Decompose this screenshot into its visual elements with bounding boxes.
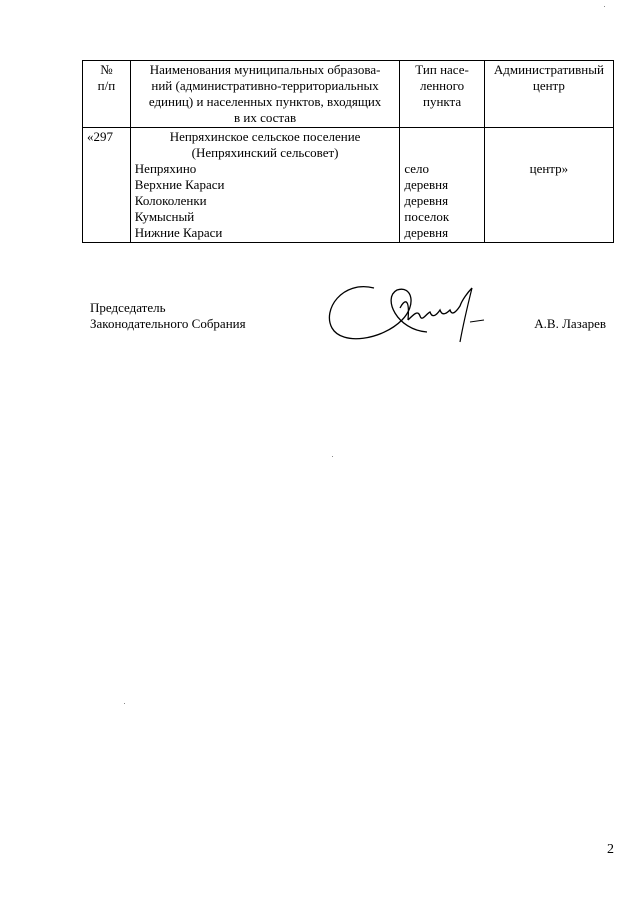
header-center-line: Административный (493, 62, 604, 77)
header-type-line: пункта (422, 94, 462, 109)
header-number-line: № (100, 62, 113, 77)
signatory-title-line: Председатель (90, 300, 166, 315)
place-type: деревня (404, 177, 449, 192)
signatory-title (90, 300, 246, 332)
table-header-row (83, 61, 614, 128)
scan-speck (332, 456, 333, 457)
header-name-line: ний (административно-территориальных (151, 78, 379, 93)
page-number: 2 (607, 842, 614, 857)
row-center-cell (484, 128, 613, 243)
header-number (83, 61, 131, 128)
header-name (130, 61, 400, 128)
signatory-title-line: Законодательного Собрания (90, 316, 246, 331)
row-name-cell (130, 128, 400, 243)
place-name: Нижние Караси (134, 225, 223, 240)
header-type (400, 61, 484, 128)
place-name: Колоколенки (134, 193, 207, 208)
place-type: деревня (404, 193, 449, 208)
place-type: деревня (404, 225, 449, 240)
header-name-line: Наименования муниципальных образова- (149, 62, 381, 77)
place-type: поселок (404, 209, 450, 224)
scan-speck (604, 6, 605, 7)
row-number: «297 (83, 128, 131, 243)
place-name: Кумысный (134, 209, 195, 224)
header-center (484, 61, 613, 128)
header-name-line: в их состав (233, 110, 297, 125)
place-name: Непряхино (134, 161, 197, 176)
place-type: село (404, 161, 430, 176)
settlements-table (82, 60, 614, 243)
header-name-line: единиц) и населенных пунктов, входящих (148, 94, 382, 109)
signature-block (82, 300, 614, 360)
row-type-cell (400, 128, 484, 243)
place-name: Верхние Караси (134, 177, 225, 192)
handwritten-signature (322, 270, 562, 360)
table-row (83, 128, 614, 243)
administrative-center-value: центр» (529, 161, 569, 176)
scan-speck (124, 703, 125, 704)
header-center-line: центр (532, 78, 565, 93)
header-type-line: Тип насе- (415, 62, 469, 77)
settlement-subtitle: (Непряхинский сельсовет) (191, 145, 339, 160)
settlement-title: Непряхинское сельское поселение (169, 129, 361, 144)
header-number-line: п/п (97, 78, 116, 93)
header-type-line: ленного (419, 78, 465, 93)
signatory-name: А.В. Лазарев (534, 316, 606, 331)
